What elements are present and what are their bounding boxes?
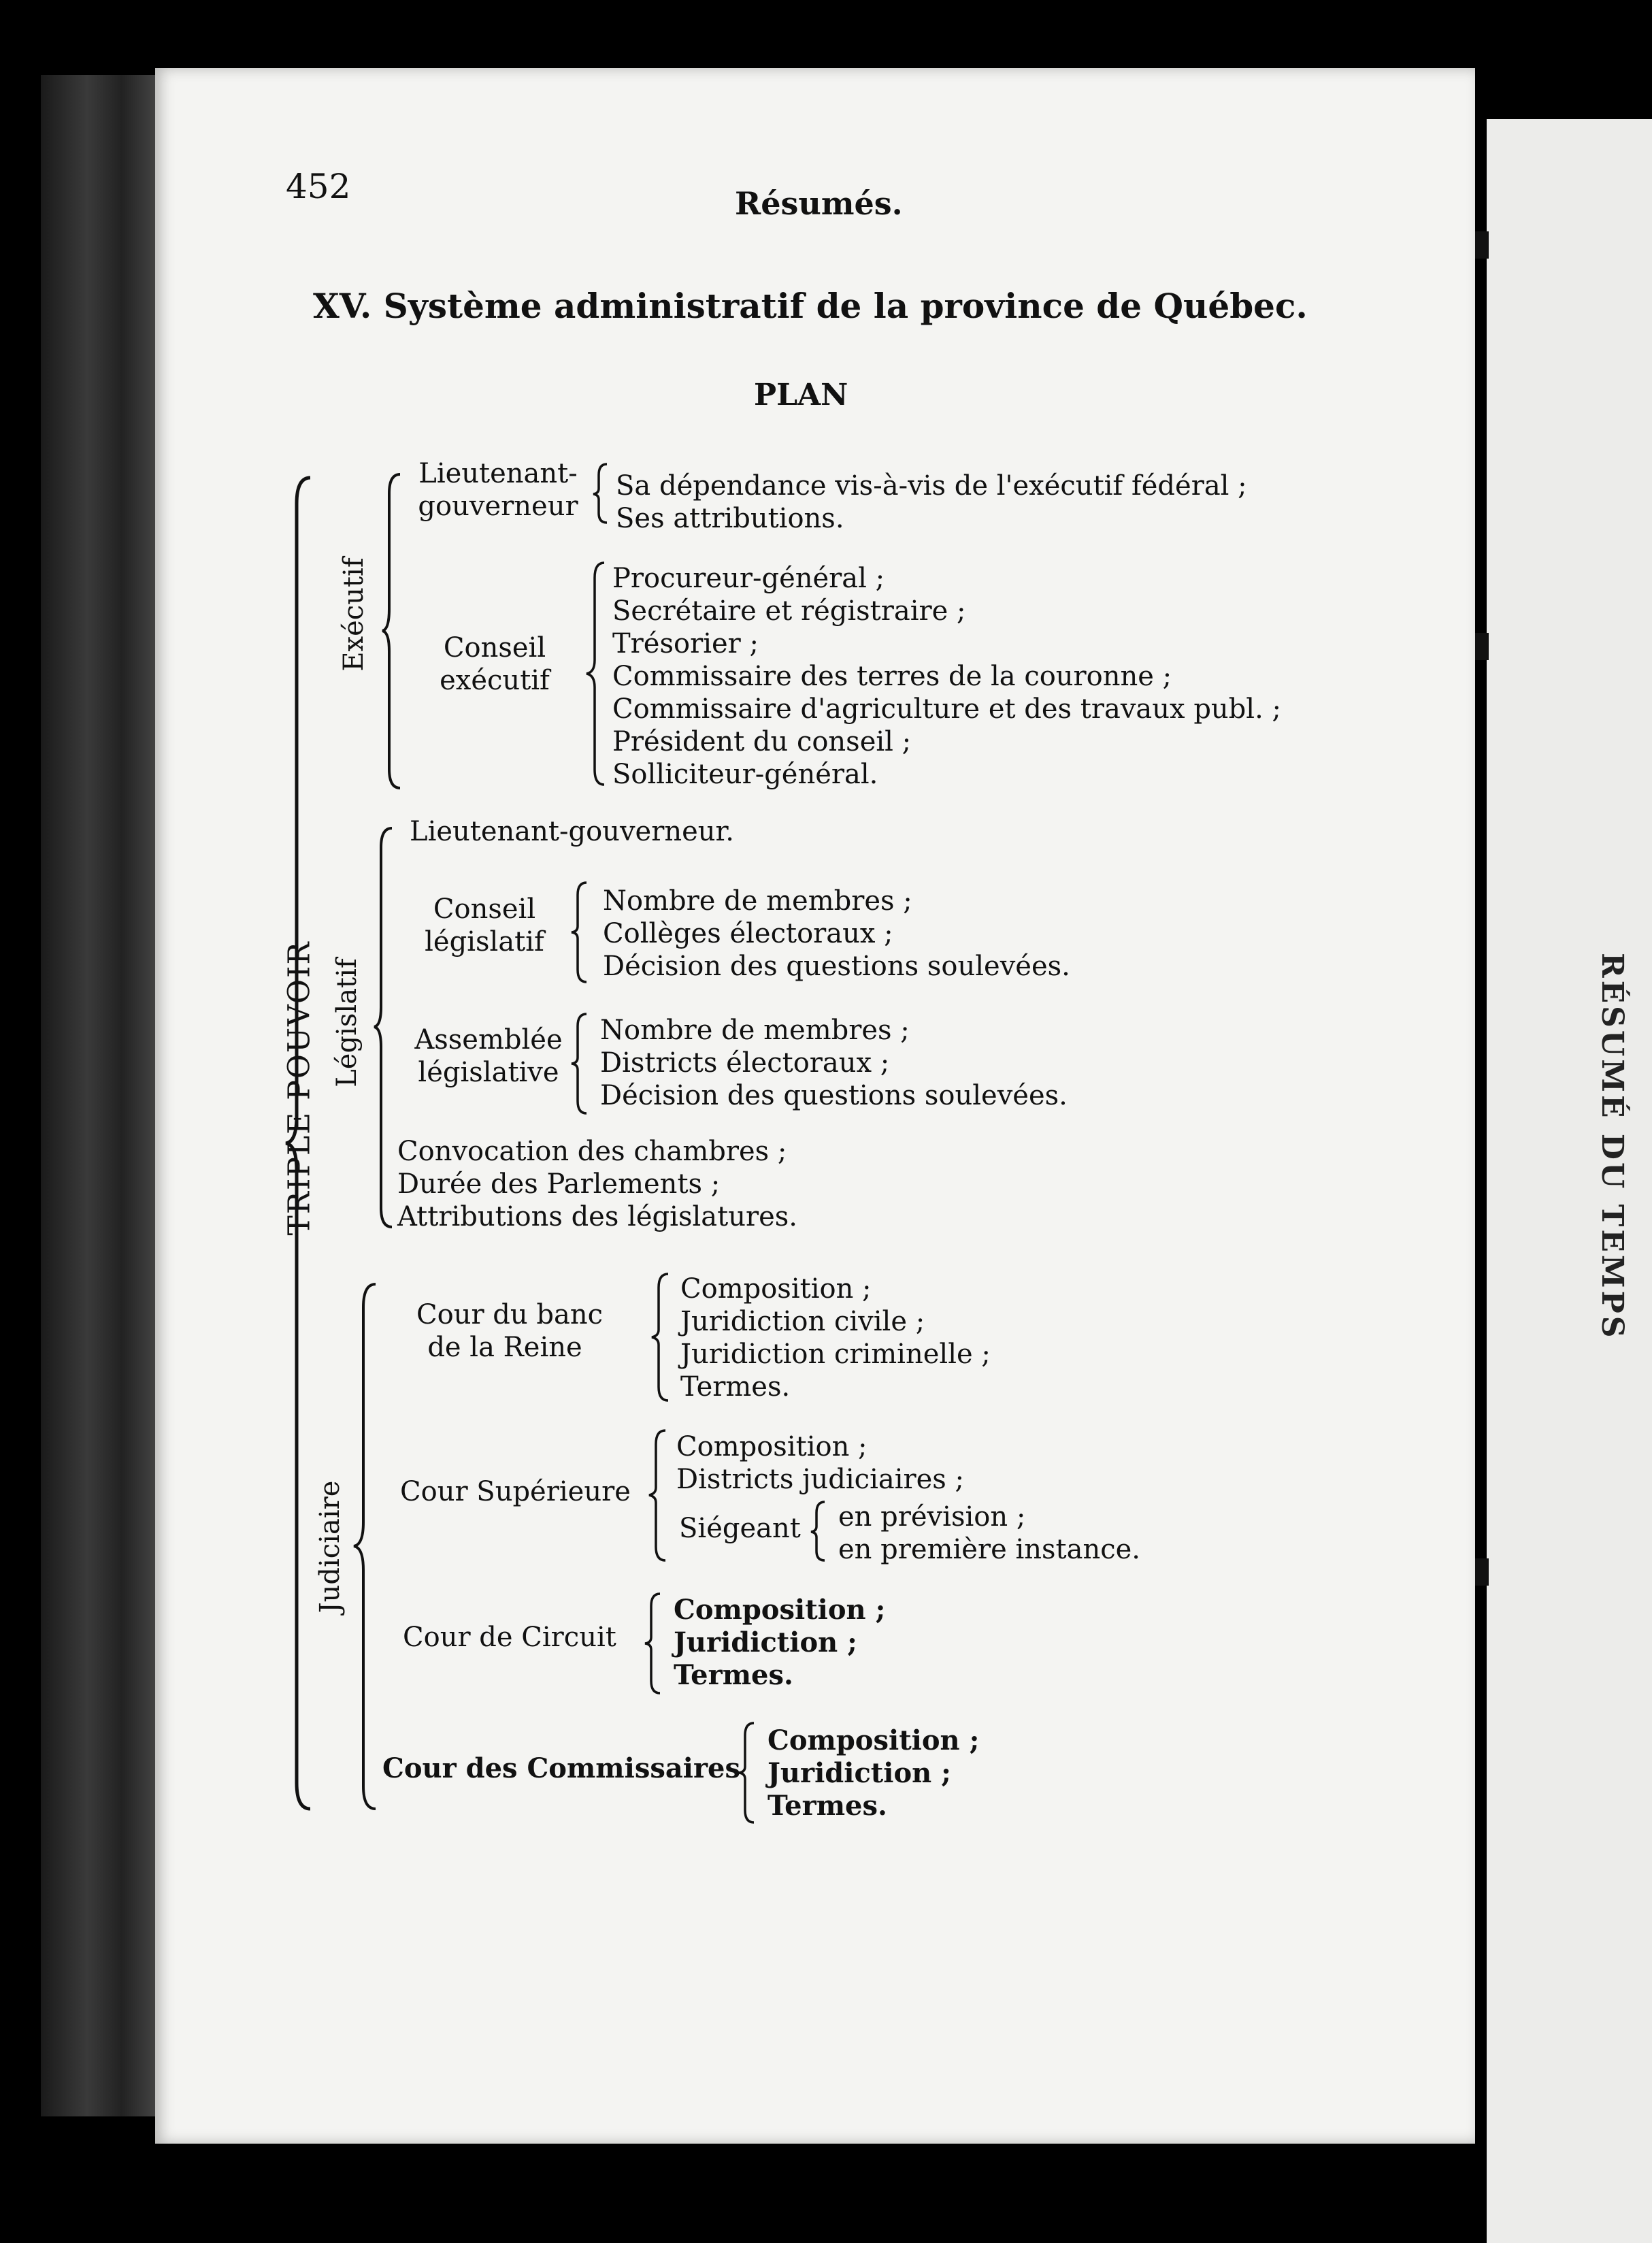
facing-page-edge-text: RÉSUMÉ DU TEMPS bbox=[1595, 953, 1630, 1341]
cour-banc-label: Cour du banc de la Reine bbox=[416, 1299, 603, 1363]
list-item: Composition ; bbox=[680, 1273, 872, 1305]
list-item: Durée des Parlements ; bbox=[397, 1168, 721, 1200]
list-item: Juridiction ; bbox=[674, 1626, 857, 1658]
conseil-exec-items bbox=[612, 562, 1281, 791]
list-item: Secrétaire et régistraire ; bbox=[612, 595, 966, 627]
list-item: Collèges électoraux ; bbox=[603, 918, 893, 949]
list-item: Nombre de membres ; bbox=[600, 1015, 910, 1046]
list-item: Termes. bbox=[680, 1371, 791, 1403]
assemblee-legis-items bbox=[600, 1014, 1068, 1112]
list-item: Commissaire d'agriculture et des travaux publ. ; bbox=[612, 693, 1281, 725]
list-item: Juridiction ; bbox=[767, 1757, 951, 1789]
cour-circuit-items bbox=[674, 1594, 885, 1692]
executif-brace bbox=[381, 473, 401, 792]
list-item: en première instance. bbox=[838, 1534, 1141, 1565]
list-item: en prévision ; bbox=[838, 1501, 1026, 1533]
list-item: Districts électoraux ; bbox=[600, 1047, 890, 1079]
page-number: 452 bbox=[286, 167, 351, 206]
cour-banc-brace bbox=[650, 1273, 670, 1405]
judiciaire-brace bbox=[352, 1283, 377, 1813]
siegeant-items bbox=[838, 1501, 1140, 1566]
list-item: Décision des questions soulevées. bbox=[600, 1080, 1068, 1111]
conseil-legis-label: Conseil législatif bbox=[425, 894, 544, 957]
assemblee-legis-label: Assemblée législative bbox=[414, 1024, 563, 1088]
lieutenant-exec-brace bbox=[592, 463, 608, 527]
list-item: Nombre de membres ; bbox=[603, 885, 912, 917]
cour-superieure-label: Cour Supérieure bbox=[400, 1476, 631, 1507]
lieutenant-exec-label: Lieutenant- gouverneur bbox=[418, 458, 578, 522]
plan-title: PLAN bbox=[754, 378, 848, 412]
siegeant-label: Siégeant bbox=[679, 1513, 801, 1544]
cour-superieure-items bbox=[676, 1430, 964, 1496]
list-item: Attributions des législatures. bbox=[397, 1201, 797, 1232]
list-item: Commissaire des terres de la couronne ; bbox=[612, 661, 1172, 692]
book-spine bbox=[41, 75, 156, 2116]
cour-commissaires-brace bbox=[738, 1722, 755, 1827]
running-head: Résumés. bbox=[735, 185, 903, 222]
list-item: Président du conseil ; bbox=[612, 726, 912, 757]
cour-circuit-brace bbox=[644, 1592, 661, 1697]
list-item: Termes. bbox=[674, 1659, 793, 1691]
cour-commissaires-items bbox=[767, 1724, 979, 1822]
executif-label: Exécutif bbox=[338, 557, 369, 672]
cour-banc-items bbox=[680, 1273, 991, 1403]
cour-circuit-label: Cour de Circuit bbox=[403, 1622, 616, 1653]
list-item: Juridiction civile ; bbox=[680, 1306, 925, 1337]
conseil-legis-brace bbox=[570, 881, 588, 986]
conseil-legis-items bbox=[603, 885, 1070, 983]
list-item: Sa dépendance vis-à-vis de l'exécutif fédéral ; bbox=[616, 470, 1247, 502]
cour-superieure-brace bbox=[648, 1429, 667, 1565]
lieutenant-exec-items bbox=[616, 470, 1247, 535]
list-item: Juridiction criminelle ; bbox=[680, 1339, 991, 1370]
list-item: Solliciteur-général. bbox=[612, 759, 878, 790]
list-item: Trésorier ; bbox=[612, 628, 759, 659]
list-item: Composition ; bbox=[676, 1431, 868, 1462]
list-item: Procureur-général ; bbox=[612, 563, 885, 594]
list-item: Termes. bbox=[767, 1790, 887, 1822]
root-label: TRIPLE POUVOIR bbox=[282, 940, 317, 1236]
judiciaire-label: Judiciaire bbox=[314, 1480, 346, 1614]
section-heading: XV. Système administratif de la province de Québec. bbox=[313, 286, 1308, 326]
list-item: Composition ; bbox=[674, 1594, 886, 1626]
list-item: Districts judiciaires ; bbox=[676, 1464, 965, 1495]
list-item: Ses attributions. bbox=[616, 503, 844, 534]
list-item: Décision des questions soulevées. bbox=[603, 951, 1070, 982]
list-item: Convocation des chambres ; bbox=[397, 1136, 787, 1167]
legis-others bbox=[397, 1135, 797, 1233]
cour-commissaires-label: Cour des Commissaires bbox=[382, 1752, 741, 1784]
assemblee-legis-brace bbox=[570, 1013, 588, 1117]
legislatif-brace bbox=[373, 827, 393, 1231]
root-brace bbox=[284, 476, 312, 1813]
list-item: Composition ; bbox=[767, 1724, 980, 1756]
siegeant-brace bbox=[810, 1501, 826, 1565]
lieutenant-legis: Lieutenant-gouverneur. bbox=[410, 816, 734, 847]
legislatif-label: Législatif bbox=[331, 958, 363, 1087]
conseil-exec-label: Conseil exécutif bbox=[440, 632, 550, 696]
conseil-exec-brace bbox=[585, 561, 606, 789]
